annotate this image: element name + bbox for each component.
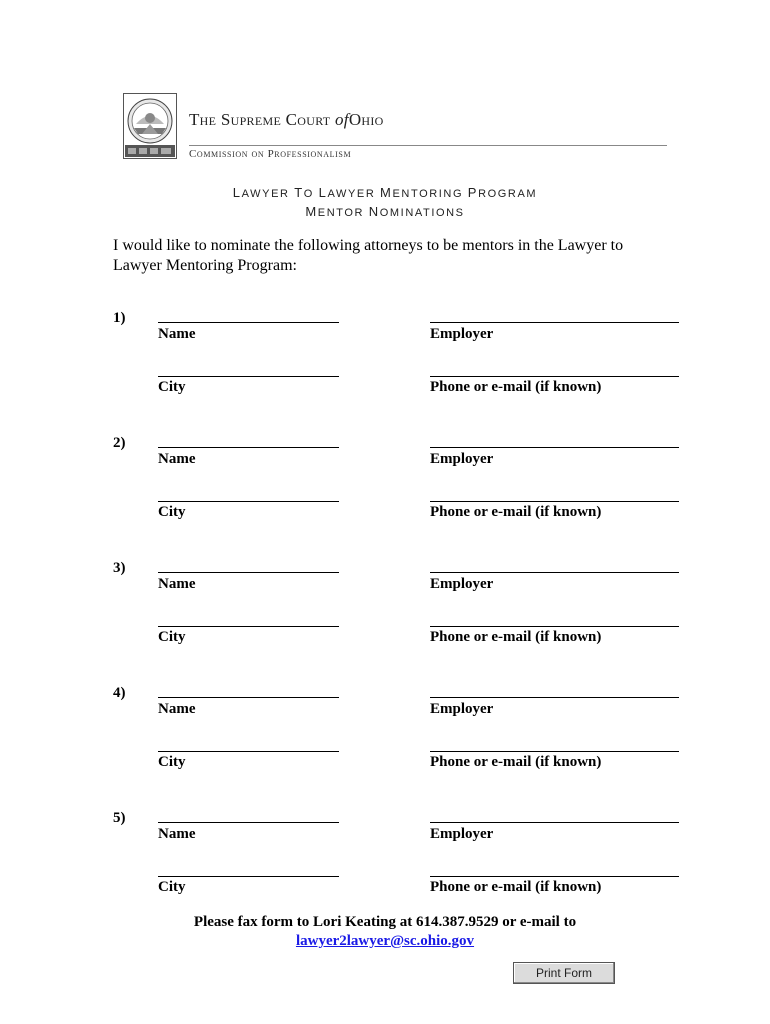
entry-number: 5) bbox=[113, 810, 126, 826]
contact-label: Phone or e-mail (if known) bbox=[430, 629, 602, 645]
contact-input-line[interactable] bbox=[430, 626, 679, 627]
contact-label: Phone or e-mail (if known) bbox=[430, 754, 602, 770]
city-label: City bbox=[158, 629, 186, 645]
print-form-button[interactable]: Print Form bbox=[513, 962, 615, 984]
city-label: City bbox=[158, 754, 186, 770]
fax-instruction: Please fax form to Lori Keating at 614.387.9529 or e-mail to bbox=[193, 914, 577, 930]
court-name-supreme: Supreme bbox=[220, 110, 282, 129]
entry-number: 4) bbox=[113, 685, 126, 701]
document-title-line-1: LAWYER TO LAWYER MENTORING PROGRAM bbox=[232, 185, 538, 200]
header-divider bbox=[189, 145, 667, 146]
employer-label: Employer bbox=[430, 826, 494, 842]
court-name bbox=[189, 110, 384, 130]
name-label: Name bbox=[158, 826, 196, 842]
name-input-line[interactable] bbox=[158, 322, 339, 323]
email-line bbox=[0, 933, 770, 950]
employer-input-line[interactable] bbox=[430, 572, 679, 573]
entry-number: 3) bbox=[113, 560, 126, 576]
court-name-of: of bbox=[335, 110, 349, 129]
city-input-line[interactable] bbox=[158, 626, 339, 627]
city-input-line[interactable] bbox=[158, 876, 339, 877]
employer-label: Employer bbox=[430, 576, 494, 592]
contact-input-line[interactable] bbox=[430, 876, 679, 877]
name-label: Name bbox=[158, 701, 196, 717]
name-input-line[interactable] bbox=[158, 697, 339, 698]
contact-label: Phone or e-mail (if known) bbox=[430, 504, 602, 520]
employer-input-line[interactable] bbox=[430, 822, 679, 823]
city-label: City bbox=[158, 504, 186, 520]
contact-input-line[interactable] bbox=[430, 751, 679, 752]
contact-input-line[interactable] bbox=[430, 376, 679, 377]
entry-number: 1) bbox=[113, 310, 126, 326]
employer-label: Employer bbox=[430, 451, 494, 467]
contact-label: Phone or e-mail (if known) bbox=[430, 879, 602, 895]
intro-text: I would like to nominate the following attorneys to be mentors in the Lawyer to Lawyer Mentoring Program: bbox=[113, 237, 624, 274]
employer-label: Employer bbox=[430, 701, 494, 717]
name-label: Name bbox=[158, 451, 196, 467]
name-input-line[interactable] bbox=[158, 572, 339, 573]
commission-name: Commission on Professionalism bbox=[189, 148, 352, 160]
employer-input-line[interactable] bbox=[430, 697, 679, 698]
email-link[interactable]: lawyer2lawyer@sc.ohio.gov bbox=[295, 933, 475, 949]
city-input-line[interactable] bbox=[158, 501, 339, 502]
court-name-court: Court bbox=[285, 110, 331, 129]
contact-label: Phone or e-mail (if known) bbox=[430, 379, 602, 395]
name-label: Name bbox=[158, 326, 196, 342]
city-label: City bbox=[158, 879, 186, 895]
court-name-the: The bbox=[189, 110, 217, 129]
employer-label: Employer bbox=[430, 326, 494, 342]
entry-number: 2) bbox=[113, 435, 126, 451]
employer-input-line[interactable] bbox=[430, 447, 679, 448]
city-input-line[interactable] bbox=[158, 376, 339, 377]
supreme-court-seal-logo bbox=[123, 93, 177, 159]
contact-input-line[interactable] bbox=[430, 501, 679, 502]
document-title-line-2: MENTOR NOMINATIONS bbox=[305, 204, 465, 219]
court-name-ohio: Ohio bbox=[348, 110, 384, 129]
employer-input-line[interactable] bbox=[430, 322, 679, 323]
city-input-line[interactable] bbox=[158, 751, 339, 752]
city-label: City bbox=[158, 379, 186, 395]
name-input-line[interactable] bbox=[158, 447, 339, 448]
name-input-line[interactable] bbox=[158, 822, 339, 823]
name-label: Name bbox=[158, 576, 196, 592]
